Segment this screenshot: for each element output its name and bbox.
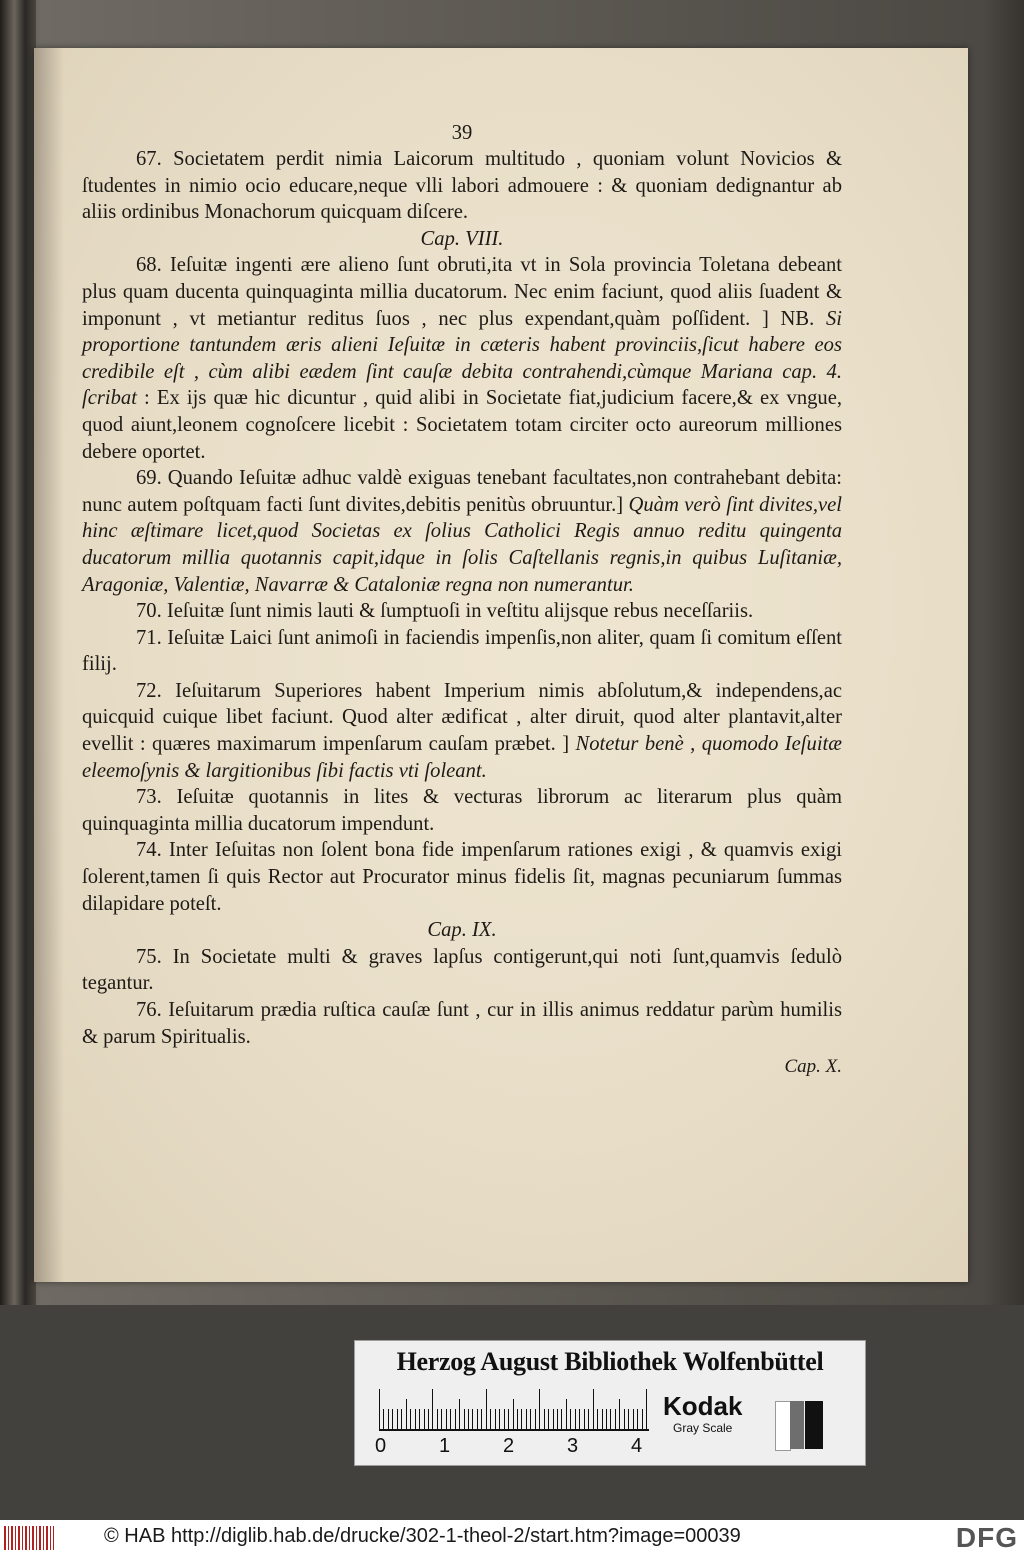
ruler-tick (495, 1409, 496, 1429)
paragraph (82, 678, 842, 784)
swatch-gray (790, 1401, 804, 1449)
ruler-tick (379, 1389, 380, 1429)
ruler-tick (646, 1389, 647, 1429)
ruler-tick (548, 1409, 549, 1429)
ruler-tick (450, 1409, 451, 1429)
paragraph-list (82, 146, 842, 1050)
ruler-tick (464, 1409, 465, 1429)
ruler-tick (401, 1409, 402, 1429)
scale-number: 1 (439, 1435, 451, 1457)
text-run: : Ex ijs quæ hic dicuntur , quid alibi in Societate fiat,judicium facere,& ex vngue, quod aiunt,leonem cognoſcere licebit : Societatem totam circiter octo aureorum milliones debere oportet. (82, 387, 842, 463)
ruler-tick (610, 1409, 611, 1429)
ruler-tick (579, 1409, 580, 1429)
ruler-tick (570, 1409, 571, 1429)
catchword: Cap. X. (784, 1056, 842, 1078)
paragraph (82, 146, 842, 226)
ruler-tick (446, 1409, 447, 1429)
text-run: 69. Quando Ieſuitæ adhuc valdè exiguas tenebant facultates,non contrahebant debita: nunc autem poſtquam facti ſunt divites,debitis penitùs obruuntur.] (82, 467, 842, 516)
dfg-logo: DFG (955, 1522, 1018, 1553)
paragraph (82, 625, 842, 678)
italic-run: Notetur benè , quomodo Ieſuitæ eleemoſynis & largitionibus ſibi factis vti ſoleant. (82, 733, 842, 782)
gray-scale-label: Gray Scale (673, 1421, 733, 1435)
ruler-tick (584, 1409, 585, 1429)
ruler-tick (557, 1409, 558, 1429)
ruler-tick (490, 1409, 491, 1429)
text-run: 72. Ieſuitarum Superiores habent Imperium nimis abſolutum,& independens,ac quicquid cuique libet faciunt. Quod alter ædificat , alter diruit, quod alter plantavit,alter evellit : quæres maximarum impenſarum cauſam præbet. ] (82, 679, 842, 756)
text-run: 73. Ieſuitæ quotannis in lites & vecturas librorum ac literarum plus quàm quinquaginta millia ducatorum impendunt. (82, 786, 842, 835)
ruler-tick (392, 1409, 393, 1429)
ruler-tick (628, 1409, 629, 1429)
color-target (354, 1340, 866, 1466)
ruler-tick (481, 1409, 482, 1429)
ruler-tick (539, 1389, 540, 1429)
ruler-tick (432, 1389, 433, 1429)
ruler-tick (504, 1409, 505, 1429)
ruler-tick (566, 1399, 567, 1429)
text-run: 75. In Societate multi & graves lapſus contigerunt,qui noti ſunt,quamvis ſedulò tegantur. (82, 945, 842, 995)
ruler-tick (437, 1409, 438, 1429)
text-run: 67. Societatem perdit nimia Laicorum multitudo , quoniam volunt Novicios & ſtudentes in nimio ocio educare,neque vlli labori admouere : & quoniam dedignantur ab aliis ordinibus Monachorum quicquam diſcere. (82, 148, 842, 224)
ruler-tick (597, 1409, 598, 1429)
paragraph (82, 784, 842, 837)
ruler-tick (637, 1409, 638, 1429)
ruler-tick (397, 1409, 398, 1429)
page-number: 39 (451, 122, 473, 144)
ruler-tick (619, 1399, 620, 1429)
text-run: 76. Ieſuitarum prædia ruſtica cauſæ ſunt , cur in illis animus reddatur parùm humilis & parum Spiritualis. (82, 999, 842, 1048)
ruler-tick (575, 1409, 576, 1429)
paragraph (82, 944, 842, 997)
ruler-tick (406, 1399, 407, 1429)
ruler-tick (602, 1409, 603, 1429)
ruler-tick (508, 1409, 509, 1429)
paragraph (82, 252, 842, 465)
ruler-tick (633, 1409, 634, 1429)
ruler-tick (472, 1409, 473, 1429)
text-run: 68. Ieſuitæ ingenti ære alieno ſunt obruti,ita vt in Sola provincia Toletana debeant plus quam ducenta quinquaginta millia ducatorum. Nec enim faciunt, quod aliis ſuadent & imponunt , vt metiantur reditus ſuos , nec plus expendant,quàm poſſident. ] NB. (82, 254, 842, 330)
ruler-tick (561, 1409, 562, 1429)
copyright-url: © HAB http://diglib.hab.de/drucke/302-1-theol-2/start.htm?image=00039 (104, 1525, 741, 1547)
ruler-tick (593, 1389, 594, 1429)
swatch-black (805, 1401, 823, 1449)
barcode-icon (4, 1526, 54, 1550)
book-binding (0, 0, 36, 1305)
footer-bar (0, 1520, 1024, 1556)
ruler-tick (428, 1409, 429, 1429)
ruler-tick (553, 1409, 554, 1429)
scale-number: 3 (567, 1435, 579, 1457)
book-page (34, 48, 968, 1282)
ruler-tick (499, 1409, 500, 1429)
ruler-tick (383, 1409, 384, 1429)
ruler-tick (477, 1409, 478, 1429)
ruler-tick (615, 1409, 616, 1429)
ruler-tick (441, 1409, 442, 1429)
library-name: Herzog August Bibliothek Wolfenbüttel (396, 1347, 824, 1376)
chapter-heading: Cap. VIII. (420, 227, 504, 250)
ruler-tick (459, 1399, 460, 1429)
scale-ruler (379, 1389, 649, 1431)
ruler-tick (624, 1409, 625, 1429)
ruler-tick (419, 1409, 420, 1429)
text-run: 71. Ieſuitæ Laici ſunt animoſi in faciendis impenſis,non aliter, quam ſi comitum eſſent filij. (82, 626, 842, 676)
spine-shadow (34, 48, 64, 1282)
kodak-logo: Kodak (663, 1391, 743, 1421)
italic-run: Si proportione tantundem æris alieni Ieſuitæ in cæteris habent provinciis,ſicut habere eos credibile eſt , cùm alibi eædem ſint cauſæ debita contrahendi,cùmque Mariana cap. 4. ſcribat (82, 307, 842, 410)
ruler-tick (424, 1409, 425, 1429)
ruler-tick (526, 1409, 527, 1429)
paragraph (82, 598, 842, 625)
page-text (82, 120, 842, 1081)
ruler-tick (517, 1409, 518, 1429)
ruler-tick (530, 1409, 531, 1429)
ruler-tick (544, 1409, 545, 1429)
scale-number: 2 (503, 1435, 515, 1457)
ruler-tick (513, 1399, 514, 1429)
paragraph (82, 465, 842, 598)
scale-number: 4 (631, 1435, 643, 1457)
paragraph (82, 997, 842, 1050)
ruler-tick (606, 1409, 607, 1429)
scale-number: 0 (375, 1435, 387, 1457)
ruler-tick (642, 1409, 643, 1429)
ruler-tick (535, 1409, 536, 1429)
paragraph (82, 837, 842, 917)
text-run: 70. Ieſuitæ ſunt nimis lauti & ſumptuoſi in veſtitu alijsque rebus neceſſariis. (136, 600, 754, 623)
ruler-tick (388, 1409, 389, 1429)
ruler-tick (415, 1409, 416, 1429)
ruler-tick (588, 1409, 589, 1429)
ruler-tick (486, 1389, 487, 1429)
text-run: 74. Inter Ieſuitas non ſolent bona fide impenſarum rationes exigi , & quamvis exigi ſolerent,tamen ſi quis Rector aut Procurator minus fidelis ſit, magnas pecuniarum ſummas dilapidare poteſt. (82, 839, 842, 915)
ruler-tick (521, 1409, 522, 1429)
ruler-tick (468, 1409, 469, 1429)
swatch-white (775, 1401, 791, 1451)
ruler-tick (410, 1409, 411, 1429)
chapter-heading: Cap. IX. (427, 919, 497, 942)
italic-run: Quàm verò ſint divites,vel hinc æſtimare licet,quod Societas ex ſolius Catholici Regis annuo reditu quingenta ducatorum millia quotannis capit,idque in ſolis Caſtellanis regnis,in quibus Luſitaniæ, Aragoniæ, Valentiæ, Navarræ & Cataloniæ regna non numerantur. (82, 493, 842, 596)
ruler-tick (455, 1409, 456, 1429)
